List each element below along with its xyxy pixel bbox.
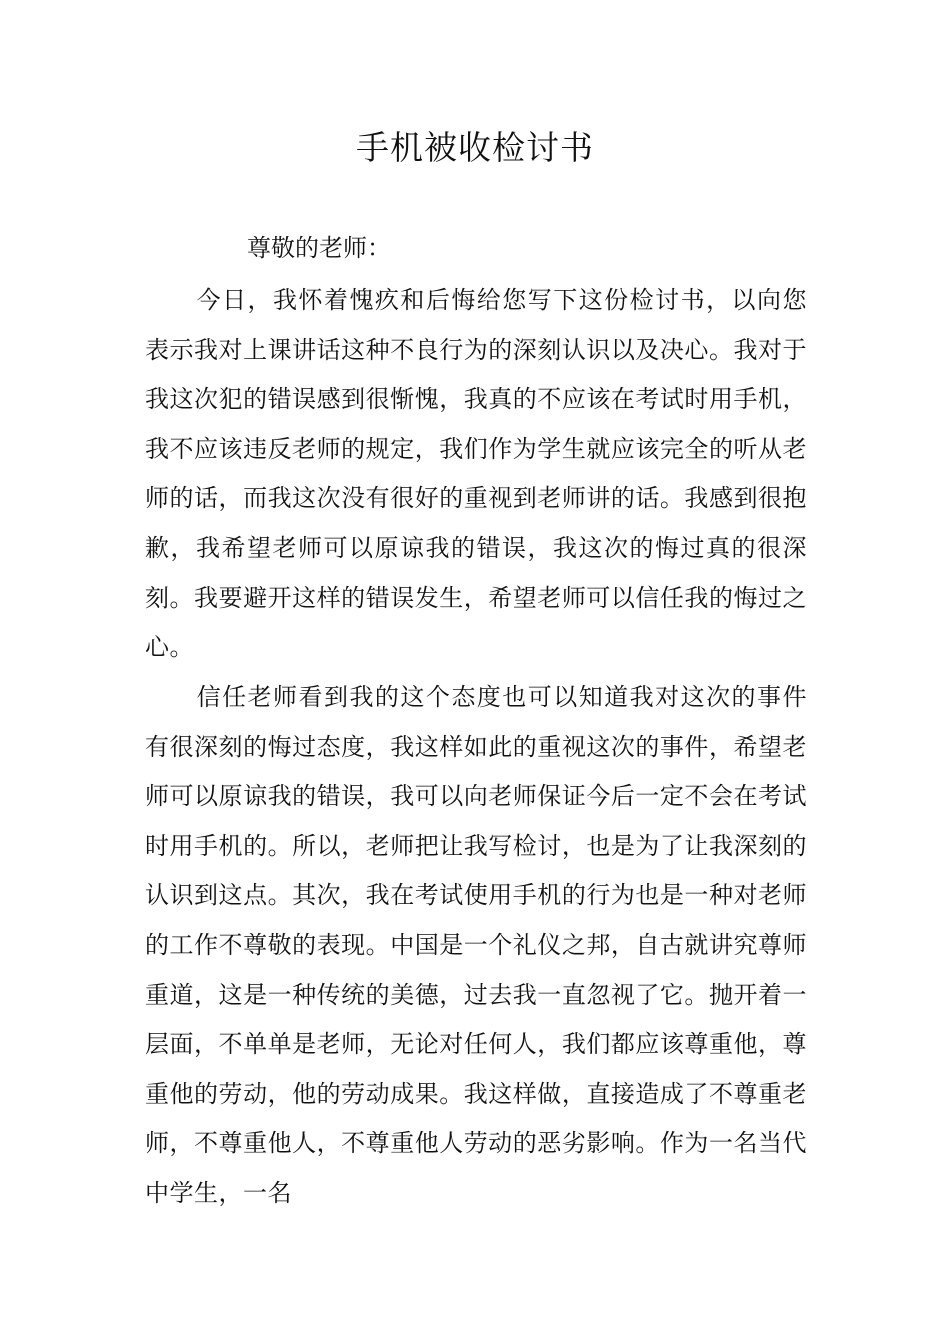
body-paragraph-1-block [145,276,807,673]
body-paragraph-2-block [145,673,807,1219]
body-paragraph: 信任老师看到我的这个态度也可以知道我对这次的事件有很深刻的悔过态度，我这样如此的重视这次的事件，希望老师可以原谅我的错误，我可以向老师保证今后一定不会在考试时用手机的。所以，老师把让我写检讨，也是为了让我深刻的认识到这点。其次，我在考试使用手机的行为也是一种对老师的工作不尊敬的表现。中国是一个礼仪之邦，自古就讲究尊师重道，这是一种传统的美德，过去我一直忽视了它。抛开着一层面，不单单是老师，无论对任何人，我们都应该尊重他，尊重他的劳动，他的劳动成果。我这样做，直接造成了不尊重老师，不尊重他人，不尊重他人劳动的恶劣影响。作为一名当代中学生，一名 [145,683,807,1207]
document-title: 手机被收检讨书 [356,128,594,167]
salutation: 尊敬的老师： [247,234,391,262]
body-paragraph: 今日，我怀着愧疚和后悔给您写下这份检讨书，以向您表示我对上课讲话这种不良行为的深刻认识以及决心。我对于我这次犯的错误感到很惭愧，我真的不应该在考试时用手机，我不应该违反老师的规定，我们作为学生就应该完全的听从老师的话，而我这次没有很好的重视到老师讲的话。我感到很抱歉，我希望老师可以原谅我的错误，我这次的悔过真的很深刻。我要避开这样的错误发生，希望老师可以信任我的悔过之心。 [145,286,807,662]
